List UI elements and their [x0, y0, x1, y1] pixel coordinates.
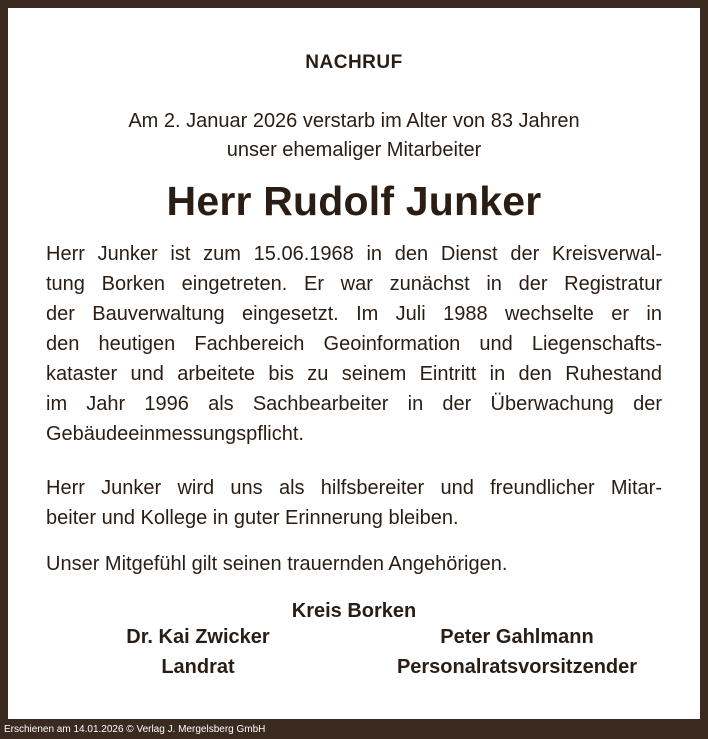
signatory-right	[362, 622, 672, 682]
biography-paragraph	[46, 239, 662, 449]
paragraph-line: kataster und arbeitete bis zu seinem Eintritt in den Ruhestand	[46, 363, 662, 385]
paragraph-line: im Jahr 1996 als Sachbearbeiter in der Überwachung der	[46, 393, 662, 415]
notice-heading: NACHRUF	[305, 52, 403, 73]
signatory-left	[78, 622, 318, 682]
paragraph-line: Unser Mitgefühl gilt seinen trauernden Angehörigen.	[46, 553, 508, 575]
intro-line: unser ehemaliger Mitarbeiter	[226, 139, 482, 161]
signatory-title: Landrat	[161, 656, 235, 678]
paragraph-line: tung Borken eingetreten. Er war zunächst in der Registratur	[46, 273, 662, 295]
publication-footer: Erschienen am 14.01.2026 © Verlag J. Mergelsberg GmbH	[4, 724, 266, 735]
paragraph-line: Gebäudeeinmessungspflicht.	[46, 423, 304, 445]
condolence-paragraph	[46, 549, 662, 579]
paragraph-line: Herr Junker wird uns als hilfsbereiter und freundlicher Mitar-	[46, 477, 662, 499]
organization-name: Kreis Borken	[291, 600, 417, 622]
paragraph-line: beiter und Kollege in guter Erinnerung bleiben.	[46, 507, 459, 529]
obituary-notice	[8, 8, 700, 719]
paragraph-line: der Bauverwaltung eingesetzt. Im Juli 1988 wechselte er in	[46, 303, 662, 325]
paragraph-line: den heutigen Fachbereich Geoinformation und Liegenschafts-	[46, 333, 662, 355]
remembrance-paragraph	[46, 473, 662, 533]
signatory-title: Personalratsvorsitzender	[396, 656, 638, 678]
paragraph-line: Herr Junker ist zum 15.06.1968 in den Dienst der Kreisverwal-	[46, 243, 662, 265]
signatory-name: Dr. Kai Zwicker	[126, 626, 270, 648]
signatory-name: Peter Gahlmann	[440, 626, 594, 648]
deceased-name: Herr Rudolf Junker	[166, 178, 542, 224]
intro-text	[8, 107, 700, 165]
intro-line: Am 2. Januar 2026 verstarb im Alter von 83 Jahren	[128, 110, 580, 132]
